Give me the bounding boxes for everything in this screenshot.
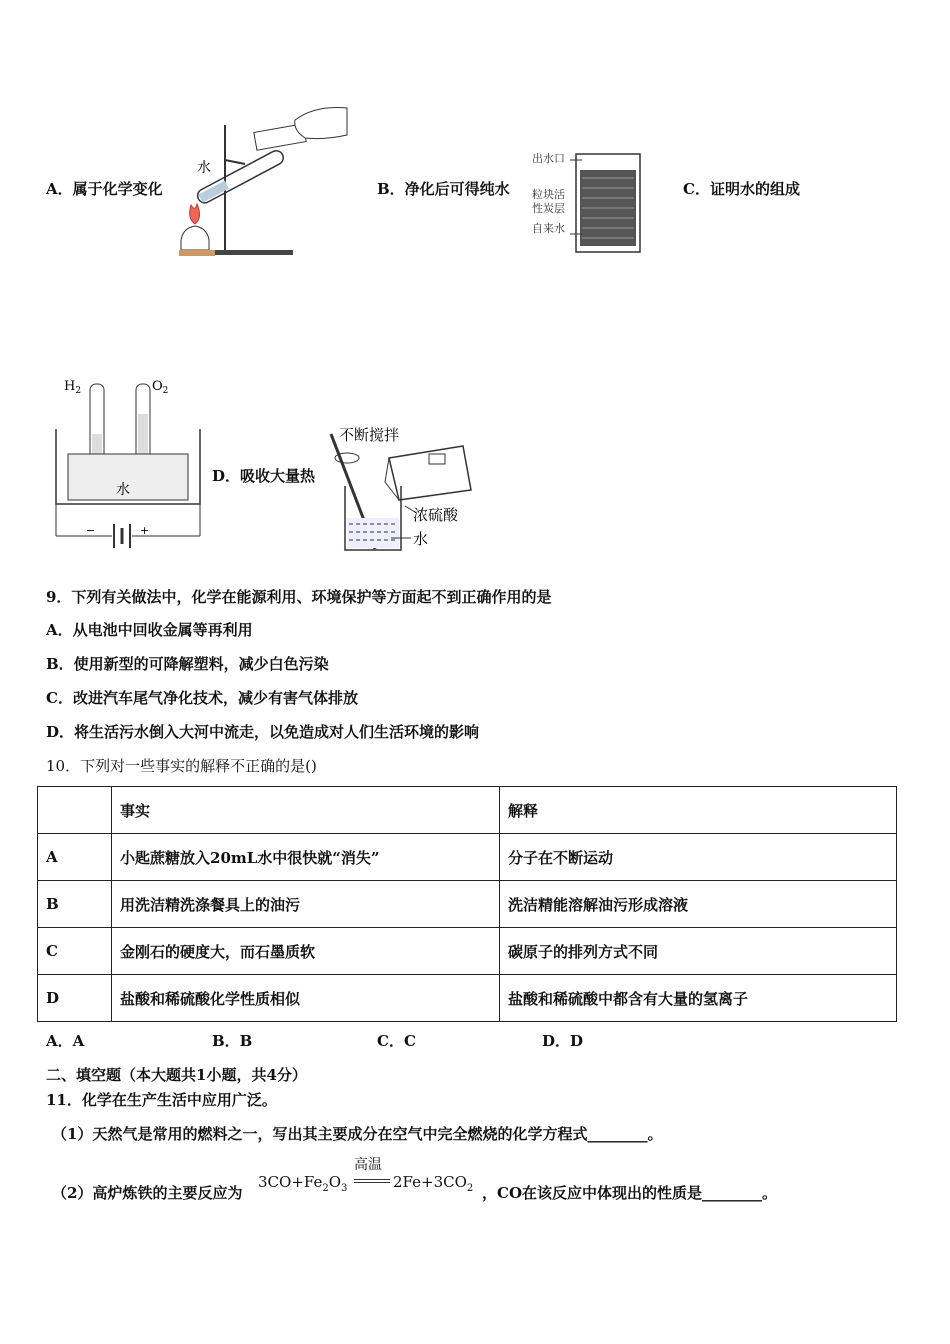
table-row bbox=[38, 928, 897, 975]
table-cell: 用洗洁精洗涤餐具上的油污 bbox=[112, 881, 500, 928]
option-b: B．净化后可得纯水 bbox=[377, 180, 510, 198]
label-water-a: 水 bbox=[197, 160, 211, 176]
q9-stem: 9．下列有关做法中，化学在能源利用、环境保护等方面起不到正确作用的是 bbox=[46, 588, 552, 606]
option-a: A．属于化学变化 bbox=[46, 180, 163, 198]
table-cell: 盐酸和稀硫酸化学性质相似 bbox=[112, 975, 500, 1022]
q11-stem: 11．化学在生产生活中应用广泛。 bbox=[46, 1091, 277, 1109]
table-cell: A bbox=[38, 834, 112, 881]
q10-answer-d: D．D bbox=[542, 1032, 584, 1050]
label-water-c: 水 bbox=[116, 482, 130, 498]
option-d: D．吸收大量热 bbox=[212, 467, 316, 485]
table-cell: C bbox=[38, 928, 112, 975]
table-cell: 盐酸和稀硫酸中都含有大量的氢离子 bbox=[500, 975, 897, 1022]
equation-equals bbox=[354, 1179, 390, 1183]
table-cell: 小匙蔗糖放入20mL水中很快就“消失” bbox=[112, 834, 500, 881]
table-header-cell: 事实 bbox=[112, 787, 500, 834]
q11-part2-suffix: ，CO在该反应中体现出的性质是________。 bbox=[482, 1184, 778, 1202]
label-plus: + bbox=[140, 524, 150, 537]
section-heading: 二、填空题（本大题共1小题，共4分） bbox=[46, 1066, 307, 1084]
q10-answer-b: B．B bbox=[212, 1032, 253, 1050]
q10-stem: 10．下列对一些事实的解释不正确的是() bbox=[46, 757, 317, 775]
table-cell: 洗洁精能溶解油污形成溶液 bbox=[500, 881, 897, 928]
table-header-cell: 解释 bbox=[500, 787, 897, 834]
table-cell: 金刚石的硬度大，而石墨质软 bbox=[112, 928, 500, 975]
table-row bbox=[38, 975, 897, 1022]
table-row bbox=[38, 834, 897, 881]
figure-purifier bbox=[530, 148, 645, 256]
option-c: C．证明水的组成 bbox=[683, 180, 800, 198]
q9-option-d: D．将生活污水倒入大河中流走，以免造成对人们生活环境的影响 bbox=[46, 723, 480, 741]
q10-answer-c: C．C bbox=[377, 1032, 416, 1050]
table-cell: D bbox=[38, 975, 112, 1022]
label-water-d: 水 bbox=[413, 530, 429, 548]
table-cell: 分子在不断运动 bbox=[500, 834, 897, 881]
figure-dilution bbox=[325, 424, 485, 556]
label-acid: 浓硫酸 bbox=[413, 506, 459, 524]
q9-option-b: B．使用新型的可降解塑料，减少白色污染 bbox=[46, 655, 329, 673]
facts-table bbox=[37, 786, 897, 1022]
label-o2: $O_2$ bbox=[152, 379, 169, 396]
table-cell: B bbox=[38, 881, 112, 928]
label-inlet: 自来水 bbox=[532, 222, 565, 235]
label-h2: $H_2$ bbox=[64, 379, 82, 396]
q10-answer-a: A．A bbox=[46, 1032, 85, 1050]
q11-part1: （1）天然气是常用的燃料之一，写出其主要成分在空气中完全燃烧的化学方程式________。 bbox=[52, 1125, 663, 1143]
label-minus: − bbox=[86, 524, 96, 537]
equation-left: $3CO+Fe_2O_3$ bbox=[258, 1173, 348, 1194]
table-row bbox=[38, 881, 897, 928]
equation-condition: 高温 bbox=[354, 1157, 382, 1173]
label-carbon-2: 性炭层 bbox=[532, 202, 565, 215]
equation-right: $2Fe+3CO_2$ bbox=[393, 1173, 474, 1194]
figure-heating-water bbox=[175, 100, 355, 260]
q9-option-c: C．改进汽车尾气净化技术，减少有害气体排放 bbox=[46, 689, 358, 707]
q11-part2-prefix: （2）高炉炼铁的主要反应为 bbox=[52, 1184, 243, 1202]
table-cell: 碳原子的排列方式不同 bbox=[500, 928, 897, 975]
label-stir: 不断搅拌 bbox=[339, 426, 400, 444]
label-carbon-1: 粒块活 bbox=[532, 188, 565, 201]
q9-option-a: A．从电池中回收金属等再利用 bbox=[46, 621, 253, 639]
table-header-cell bbox=[38, 787, 112, 834]
table-header-row bbox=[38, 787, 897, 834]
label-outlet: 出水口 bbox=[532, 152, 565, 165]
figure-electrolysis bbox=[50, 374, 210, 552]
